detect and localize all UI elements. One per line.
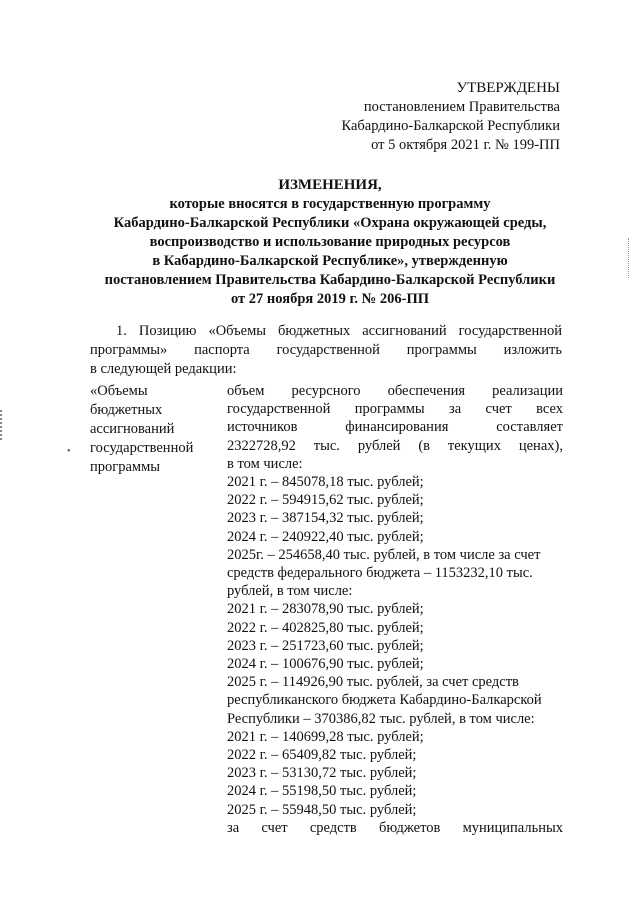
word: (в xyxy=(418,437,430,454)
word: счет xyxy=(485,401,512,418)
intro-line: в следующей редакции: xyxy=(90,361,237,377)
word: бюджетных xyxy=(278,323,351,339)
title-line: от 27 ноября 2019 г. № 206-ПП xyxy=(230,291,430,307)
value-line: 2023 г. – 53130,72 тыс. рублей; xyxy=(227,765,417,782)
word: финансирования xyxy=(345,419,449,436)
scan-edge-mark xyxy=(628,238,631,278)
value-line xyxy=(227,400,563,418)
scan-dot: • xyxy=(67,446,71,457)
value-line: республиканского бюджета Кабардино-Балкарской xyxy=(227,692,542,709)
word: реализации xyxy=(492,383,563,399)
approval-line: от 5 октября 2021 г. № 199-ПП xyxy=(371,137,560,153)
value-line xyxy=(227,418,563,436)
value-line xyxy=(227,382,563,400)
value-line: рублей, в том числе: xyxy=(227,583,353,600)
value-line: 2021 г. – 140699,28 тыс. рублей; xyxy=(227,728,424,745)
word: программы xyxy=(354,401,425,418)
value-line xyxy=(227,819,563,837)
label-line: государственной xyxy=(90,440,194,456)
word: объем xyxy=(227,383,265,399)
value-line: Республики – 370386,82 тыс. рублей, в том числе: xyxy=(227,710,535,727)
word: ассигнований xyxy=(362,323,447,339)
word: ресурсного xyxy=(291,383,361,399)
label-line: программы xyxy=(90,459,160,475)
value-line: 2021 г. – 845078,18 тыс. рублей; xyxy=(227,474,424,491)
label-line: ассигнований xyxy=(90,421,175,437)
value-line: 2023 г. – 387154,32 тыс. рублей; xyxy=(227,510,424,527)
intro-paragraph xyxy=(90,322,562,379)
word: обеспечения xyxy=(387,383,466,399)
scan-margin-mark xyxy=(0,410,4,440)
label-line: «Объемы xyxy=(90,383,148,399)
value-line: 2023 г. – 251723,60 тыс. рублей; xyxy=(227,637,424,654)
value-line xyxy=(227,437,563,455)
title-line: ИЗМЕНЕНИЯ, xyxy=(278,177,382,193)
value-line: 2022 г. – 65409,82 тыс. рублей; xyxy=(227,747,417,764)
approval-heading: УТВЕРЖДЕНЫ xyxy=(456,80,560,96)
value-line: средств федерального бюджета – 1153232,10 тыс. xyxy=(227,565,533,582)
approval-line: Кабардино-Балкарской Республики xyxy=(341,118,560,134)
word: «Объемы xyxy=(208,323,267,339)
word: ценах), xyxy=(518,437,563,454)
title-line: воспроизводство и использование природных ресурсов xyxy=(149,234,511,250)
word: тыс. xyxy=(313,437,340,454)
title-line: которые вносятся в государственную программу xyxy=(169,196,491,212)
value-line: 2022 г. – 594915,62 тыс. рублей; xyxy=(227,492,424,509)
word: всех xyxy=(536,401,563,418)
title-line: постановлением Правительства Кабардино-Балкарской Республики xyxy=(104,272,556,288)
value-line: 2024 г. – 100676,90 тыс. рублей; xyxy=(227,656,424,673)
title-line: в Кабардино-Балкарской Республике», утвержденную xyxy=(152,253,508,269)
value-line: 2024 г. – 240922,40 тыс. рублей; xyxy=(227,528,424,545)
word: паспорта xyxy=(194,342,250,358)
word: изложить xyxy=(503,342,562,358)
value-line: 2024 г. – 55198,50 тыс. рублей; xyxy=(227,783,417,800)
word: программы xyxy=(406,342,477,358)
position-value xyxy=(227,382,563,837)
word: государственной xyxy=(458,323,562,339)
word: государственной xyxy=(276,342,380,358)
intro-line xyxy=(90,322,562,341)
word: программы» xyxy=(90,342,168,358)
value-line: 2025г. – 254658,40 тыс. рублей, в том числе за счет xyxy=(227,546,541,563)
word: счет xyxy=(261,819,288,836)
title-line: Кабардино-Балкарской Республики «Охрана окружающей среды, xyxy=(113,215,547,231)
value-line: 2022 г. – 402825,80 тыс. рублей; xyxy=(227,619,424,636)
word: бюджетов xyxy=(378,819,441,836)
value-line: в том числе: xyxy=(227,455,303,472)
word: средств xyxy=(309,819,357,836)
position-label xyxy=(90,382,220,477)
word: за xyxy=(227,819,240,836)
label-line: бюджетных xyxy=(90,402,163,418)
value-line: 2021 г. – 283078,90 тыс. рублей; xyxy=(227,601,424,618)
word: рублей xyxy=(357,437,401,454)
word: муниципальных xyxy=(462,819,563,836)
word: 1. xyxy=(116,323,127,339)
word: составляет xyxy=(496,419,563,436)
document-title xyxy=(60,176,600,309)
word: 2322728,92 xyxy=(227,437,296,454)
word: текущих xyxy=(447,437,501,454)
intro-line xyxy=(90,341,562,360)
approval-line: постановлением Правительства xyxy=(363,99,560,115)
word: государственной xyxy=(227,401,331,418)
word: за xyxy=(449,401,462,418)
approval-stamp xyxy=(300,79,560,155)
word: источников xyxy=(227,419,298,436)
value-line: 2025 г. – 55948,50 тыс. рублей; xyxy=(227,801,417,818)
value-line: 2025 г. – 114926,90 тыс. рублей, за счет средств xyxy=(227,674,519,691)
word: Позицию xyxy=(138,323,197,339)
